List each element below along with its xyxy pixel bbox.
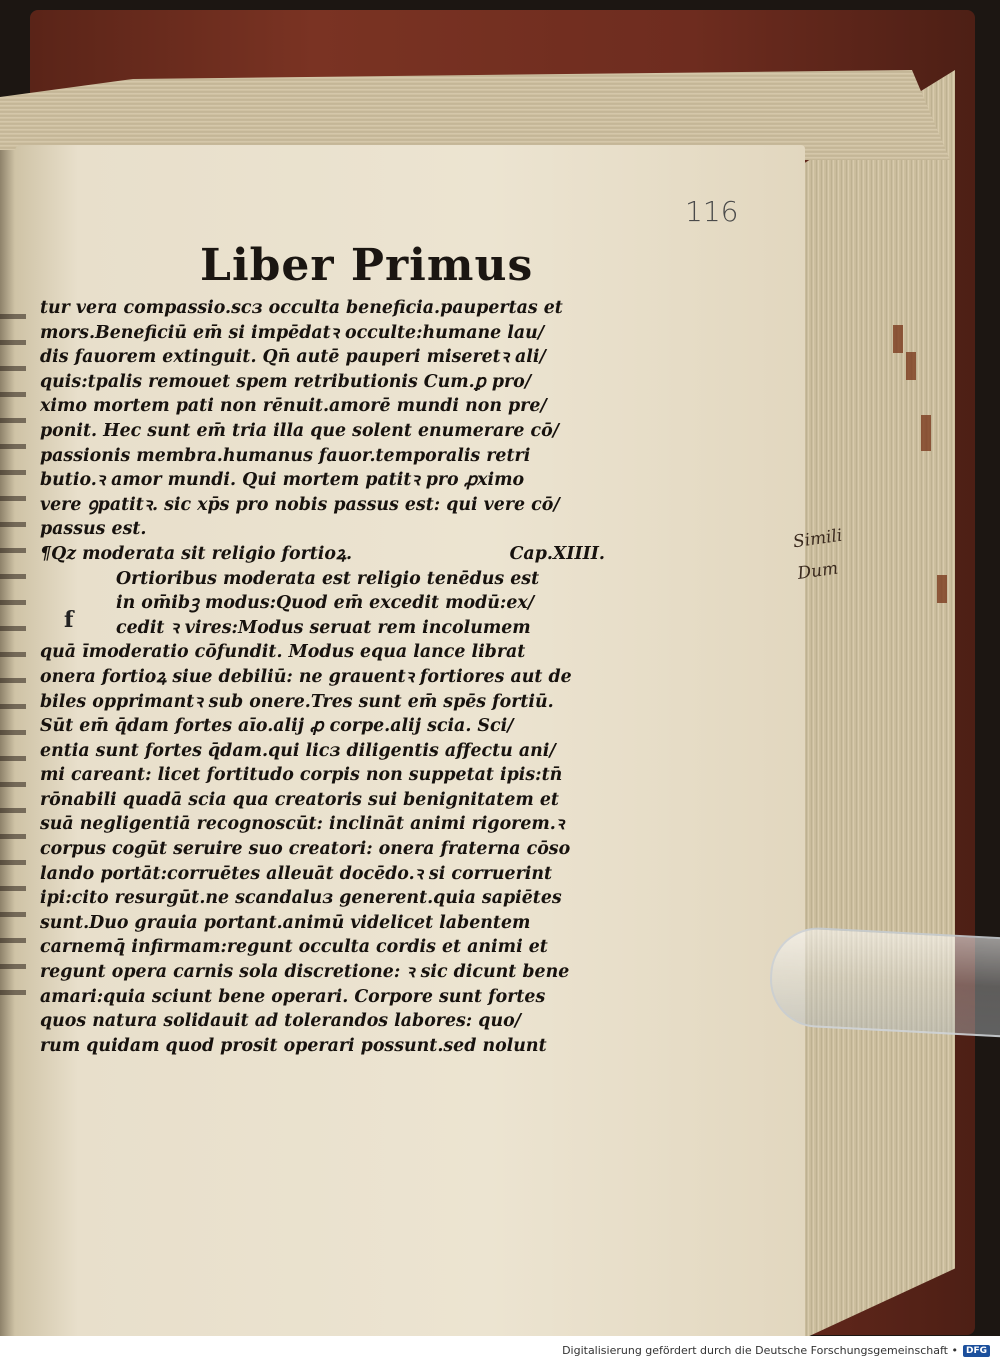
text-line: tur vera compassio.scз occulta beneficia.paupertas et [40,298,563,318]
guide-letter: f [64,607,74,633]
text-line: ponit. Hec sunt em̄ tria illa que solent enumerare cō/ [40,420,560,441]
running-heading: Liber Primus [200,240,534,291]
text-line: mi careant: licet fortitudo corpis non suppetat ipis:tn̄ [40,765,563,786]
text-line: quā īmoderatio cōfundit. Modus equa lance librat [40,642,526,663]
page-marker-tab [937,575,947,603]
text-line: ipi:cito resurgūt.ne scandaluз generent.quia sapiētes [40,888,562,909]
text-line: vere ꝯpatitꝛ. sic xp̄s pro nobis passus est: qui vere cō/ [40,494,560,515]
text-line: quos natura solidauit ad tolerandos labores: quo/ [40,1011,522,1032]
text-line: suā negligentiā recognoscūt: inclināt animi rigorem.ꝛ [40,814,565,835]
text-line: passus est. [40,519,147,540]
page-stack-edge [790,70,955,1345]
page-body [40,296,605,1058]
text-line: Ortioribus moderata est religio tenēdus est [116,568,540,589]
text-line: mors.Beneficiū em̄ si impēdatꝛ occulte:humane lau/ [40,322,545,343]
text-line: rum quidam quod prosit operari possunt.sed nolunt [40,1035,547,1056]
text-line: regunt opera carnis sola discretione: ꝛ sic dicunt bene [40,962,570,983]
text-line: corpus cogūt seruire suo creatori: onera fraterna cōso [40,839,571,860]
text-line: entia sunt fortes q̄dam.qui licз diligentis affectu ani/ [40,740,556,761]
page-marker-tab [906,352,916,380]
text-line: passionis membra.humanus fauor.temporalis retri [40,445,531,466]
text-line: onera fortioꝝ siue debiliū: ne grauentꝛ fortiores aut de [40,666,572,687]
folio-number: 116 [685,195,739,228]
text-line: amari:quia sciunt bene operari. Corpore sunt fortes [40,986,546,1007]
text-line: carnemq̄ infirmam:regunt occulta cordis et animi et [40,937,548,958]
text-line: butio.ꝛ amor mundi. Qui mortem patitꝛ pro ꝓximo [40,470,525,491]
dfg-logo: DFG [963,1345,990,1357]
annotation-line: Simili [791,525,844,553]
text-line: dis fauorem extinguit. Qn̄ autē pauperi miseretꝛ ali/ [40,347,546,368]
annotation-line: Dum [796,558,840,585]
chapter-heading [40,542,605,567]
text-line: biles opprimantꝛ sub onere.Tres sunt em̄ spēs fortiū. [40,691,554,712]
text-line: sunt.Duo grauia portant.animū videlicet labentem [40,912,531,933]
text-line: ximo mortem pati non rēnuit.amorē mundi non pre/ [40,396,547,417]
funding-credit: Digitalisierung gefördert durch die Deutsche Forschungsgemeinschaft • [562,1344,958,1357]
text-line: rōnabili quadā scia qua creatoris sui benignitatem et [40,789,559,810]
facing-page-text-fragment [0,300,26,1000]
margin-annotation [791,514,889,590]
glass-page-weight [768,925,1000,1039]
text-line: cedit ꝛ vires:Modus seruat rem incolumem [116,617,531,638]
text-line: lando portāt:corruētes alleuāt docēdo.ꝛ si corruerint [40,863,553,884]
page-marker-tab [893,325,903,353]
text-line: in om̄ibꝫ modus:Quod em̄ excedit modū:ex/ [116,593,535,614]
chapter-number: Cap.XIIII. [509,543,605,564]
chapter-title: ¶Qz moderata sit religio fortioꝝ. [40,543,353,564]
page-marker-tab [921,415,931,451]
footer-bar [0,1336,1000,1365]
text-line: quis:tpalis remouet spem retributionis Cum.ꝑ pro/ [40,371,532,392]
text-line: Sūt em̄ q̄dam fortes aīo.alij ꝓ corpe.alij scia. Sci/ [40,716,514,737]
